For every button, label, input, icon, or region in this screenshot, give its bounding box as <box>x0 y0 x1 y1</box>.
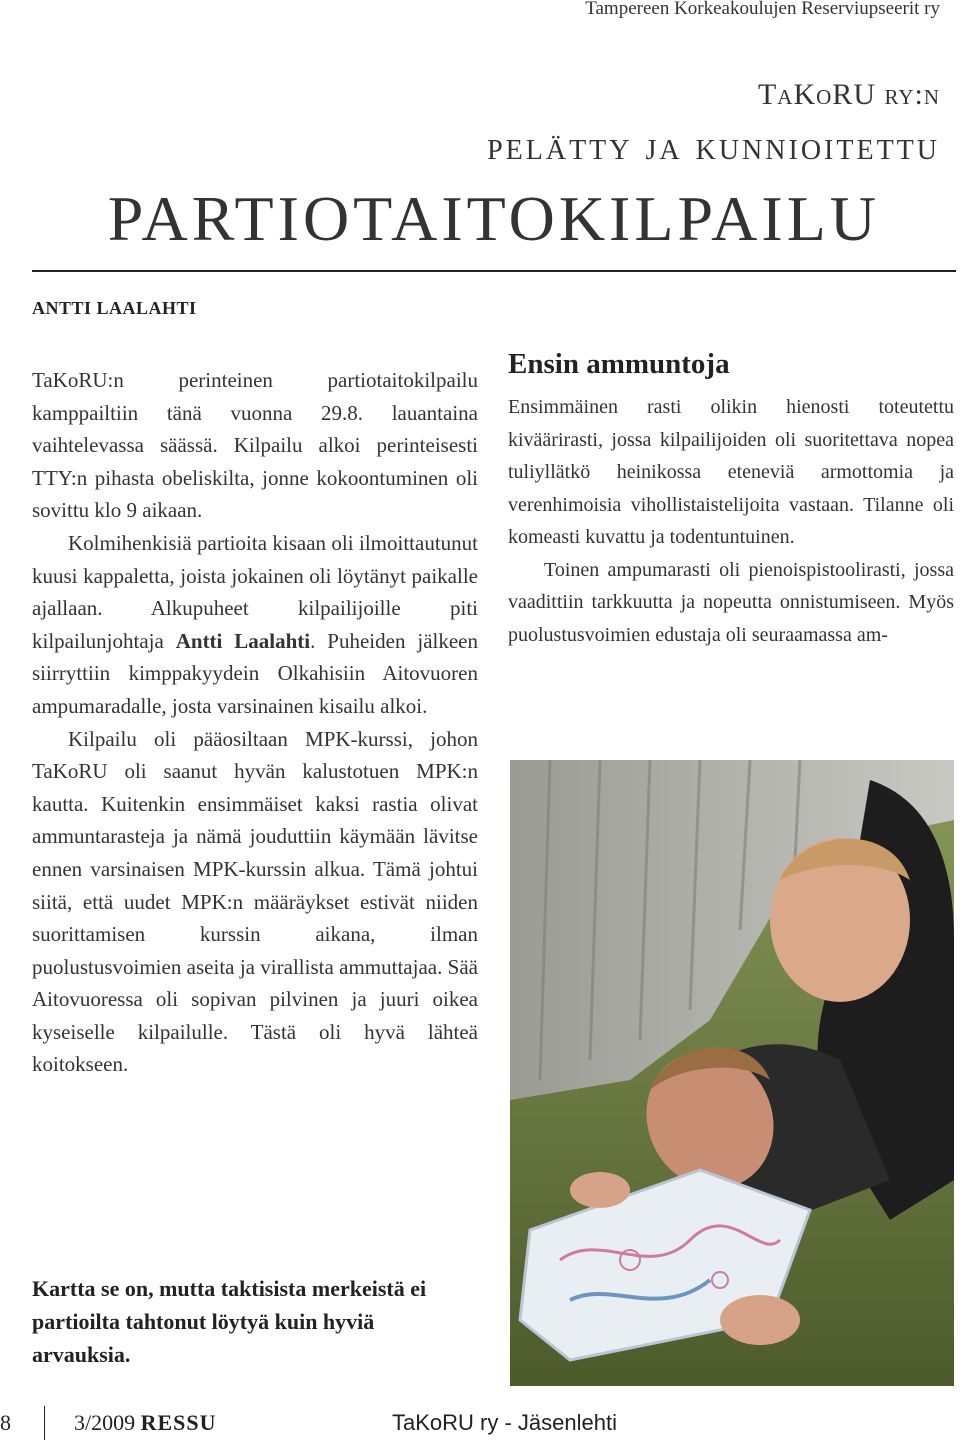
right-column <box>508 348 954 651</box>
author-byline: ANTTI LAALAHTI <box>32 298 197 318</box>
magazine-name: RESSU <box>140 1410 217 1435</box>
title-line-2: pelätty ja kunnioitettu <box>487 123 940 168</box>
title-line-1 <box>30 78 940 112</box>
page-title: PARTIOTAITOKILPAILU <box>107 183 880 254</box>
paragraph-1: TaKoRU:n perinteinen partiotaitokilpailu kamppailtiin tänä vuonna 29.8. lauantaina vaihtelevassa säässä. Kilpailu alkoi perinteisesti TTY:n pihasta obeliskilta, jonne kokoontuminen oli sovittu klo 9 aikaan. <box>32 368 478 523</box>
article-photo <box>510 760 954 1386</box>
title-org: TaKoRU <box>757 78 876 111</box>
photo-caption: Kartta se on, mutta taktisista merkeistä ei partioilta tahtonut löytyä kuin hyviä arvauksia. <box>32 1276 427 1367</box>
section-heading: Ensin ammuntoja <box>508 348 730 380</box>
page-number: 8 <box>0 1410 11 1435</box>
photo-illustration <box>510 760 954 1386</box>
title-divider <box>32 270 956 272</box>
publisher-line: TaKoRU ry - Jäsenlehti <box>392 1410 617 1435</box>
left-column <box>32 364 478 1081</box>
title-suffix: ry:n <box>884 78 940 111</box>
person-name: Antti Laalahti <box>175 628 311 653</box>
paragraph-3: Kilpailu oli pääosiltaan MPK-kurssi, johon TaKoRU oli saanut hyvän kalustotuen MPK:n kautta. Kuitenkin ensimmäiset kaksi rastia olivat ammuntarasteja ja nämä jouduttiin käymään lävitse ennen varsinaisen MPK-kurssin alkua. Tämä johtui siitä, että uudet MPK:n määräykset estivät niiden suorittamisen kurssin aikana, ilman puolustusvoimien aseita ja virallista ammuttajaa. Sää Aitovuoressa oli sopivan pilvinen ja juuri oikea kyseiselle kilpailulle. Tästä oli hyvä lähteä koitokseen. <box>32 726 478 1077</box>
running-header: Tampereen Korkeakoulujen Reserviupseerit ry <box>585 0 940 19</box>
footer-divider <box>44 1406 45 1440</box>
paragraph-2-text-a: Kolmihenkisiä partioita kisaan oli ilmoittautunut kuusi kappaletta, joista jokainen oli löytänyt paikalle ajallaan. Alkupuheet kilpailijoille piti kilpailunjohtaja <box>32 530 478 653</box>
issue-info <box>74 1410 217 1436</box>
issue-number: 3/2009 <box>74 1410 136 1435</box>
paragraph-2-text-b: . Puheiden jälkeen siirryttiin kimppakyydein Olkahisiin Aitovuoren ampumaradalle, josta varsinainen kisailu alkoi. <box>32 628 478 718</box>
right-paragraph-1: Ensimmäinen rasti olikin hienosti toteutettu kiväärirasti, jossa kilpailijoiden oli suoritettava nopea tuliyllätkö heinikossa eteneviä armottomia ja verenhimoisia vihollistaistelijoita vastaan. Tilanne oli komeasti kuvattu ja todentuntuinen. <box>508 396 954 548</box>
right-paragraph-2: Toinen ampumarasti oli pienoispistoolirasti, jossa vaadittiin tarkkuutta ja nopeutta onnistumiseen. Myös puolustusvoimien edustaja oli seuraamassa am- <box>508 558 954 646</box>
paragraph-2 <box>32 527 478 723</box>
page-footer <box>0 1410 960 1440</box>
